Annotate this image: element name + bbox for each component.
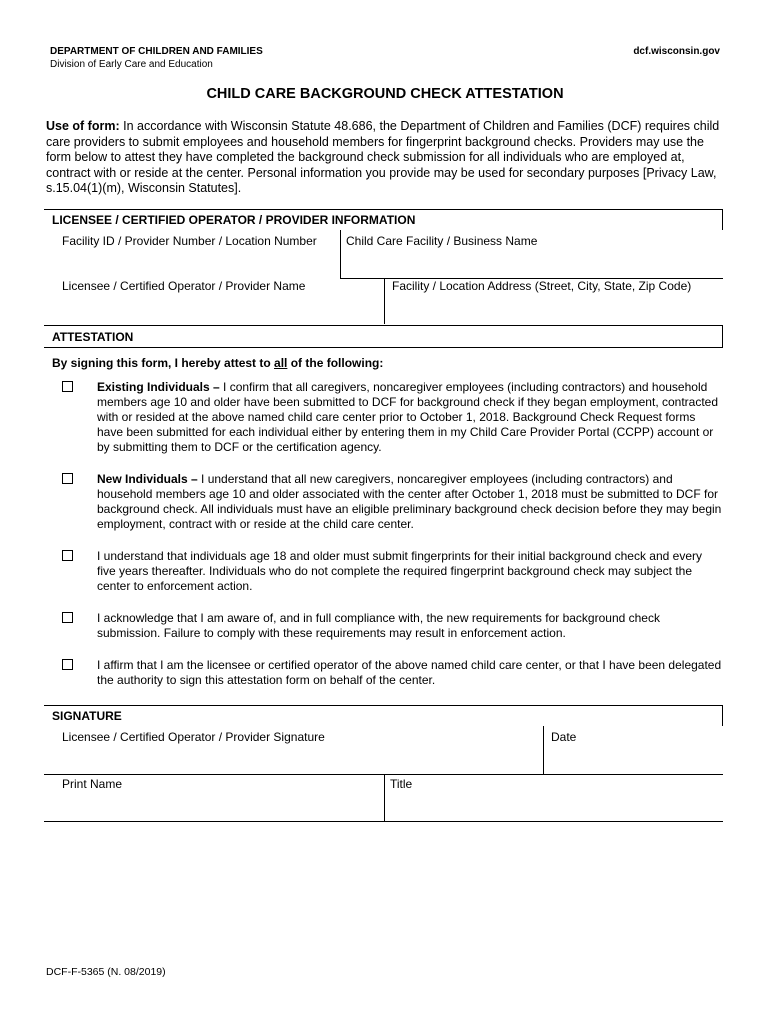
checkbox-authority[interactable] — [62, 659, 73, 670]
attestation-lead — [52, 356, 383, 370]
date-label: Date — [551, 730, 577, 744]
item-body: I understand that all new caregivers, noncaregiver employees (including contractors) and household members age 10 and older associated with the center after October 1, 2018 must be submitted to DCF for background check. All individuals must have an eligible preliminary background check decision before they may begin employment, contract with or reside at the child care center. — [97, 472, 722, 531]
department-name: DEPARTMENT OF CHILDREN AND FAMILIES — [50, 46, 263, 57]
checkbox-existing-individuals[interactable] — [62, 381, 73, 392]
section-bottom-border — [44, 821, 723, 822]
checkbox-new-individuals[interactable] — [62, 473, 73, 484]
use-of-form-text: In accordance with Wisconsin Statute 48.686, the Department of Children and Families (DCF) requires child care providers to submit employees and household members for fingerprint background checks. Providers may use the form below to attest they have completed the background check submission for all individuals who are employed at, contract with or reside at the center. Personal information you provide may be used for secondary purposes [Privacy Law, s.15.04(1)(m), Wisconsin Statutes]. — [46, 119, 720, 195]
checkbox-compliance[interactable] — [62, 612, 73, 623]
facility-address-label: Facility / Location Address (Street, City, State, Zip Code) — [392, 279, 692, 293]
attestation-lead-end: of the following: — [287, 356, 384, 370]
use-of-form-paragraph — [46, 119, 726, 197]
facility-id-label: Facility ID / Provider Number / Location Number — [62, 234, 317, 248]
signature-field[interactable] — [44, 726, 543, 774]
attestation-item-text — [97, 472, 722, 532]
attestation-item-text — [97, 611, 722, 641]
item-body: I affirm that I am the licensee or certified operator of the above named child care center, or that I have been delegated the authority to sign this attestation form on behalf of the center. — [97, 658, 722, 687]
item-body: I acknowledge that I am aware of, and in full compliance with, the new requirements for background check submission. Failure to comply with these requirements may result in enforcement action. — [97, 611, 660, 640]
form-number: DCF-F-5365 (N. 08/2019) — [46, 966, 166, 978]
item-bold-label: Existing Individuals – — [97, 380, 220, 394]
provider-info-section — [44, 209, 723, 325]
attestation-lead-emphasis: all — [274, 356, 288, 370]
print-name-label: Print Name — [62, 777, 123, 791]
attestation-item-new — [62, 472, 722, 536]
licensee-name-label: Licensee / Certified Operator / Provider Name — [62, 279, 306, 293]
date-field[interactable] — [543, 726, 723, 774]
attestation-section — [44, 325, 723, 349]
attestation-item-text — [97, 380, 722, 455]
licensee-name-field[interactable] — [44, 275, 384, 323]
provider-info-heading: LICENSEE / CERTIFIED OPERATOR / PROVIDER INFORMATION — [44, 209, 723, 230]
signature-heading: SIGNATURE — [44, 705, 723, 726]
form-title: CHILD CARE BACKGROUND CHECK ATTESTATION — [206, 86, 564, 102]
attestation-item-compliance — [62, 611, 722, 643]
attestation-item-text — [97, 549, 722, 594]
print-name-field[interactable] — [44, 773, 384, 821]
item-bold-label: New Individuals – — [97, 472, 198, 486]
signature-label: Licensee / Certified Operator / Provider Signature — [62, 730, 325, 744]
use-of-form-label: Use of form: — [46, 119, 120, 133]
facility-id-field[interactable] — [44, 230, 340, 278]
attestation-item-fingerprints — [62, 549, 722, 597]
division-name: Division of Early Care and Education — [50, 59, 213, 70]
facility-name-label: Child Care Facility / Business Name — [346, 234, 538, 248]
facility-name-field[interactable] — [340, 230, 723, 278]
attestation-item-authority — [62, 658, 722, 690]
facility-address-field[interactable] — [384, 275, 723, 323]
item-body: I confirm that all caregivers, noncaregiver employees (including contractors) and household members age 10 and older have been submitted to DCF for background check if they began employment, contracted with or resided at the above named child care center prior to October 1, 2018. Background Check Request forms have been submitted for each individual either by entering them in my Child Care Provider Portal (CCPP) account or by submitting them to DCF or the certification agency. — [97, 380, 719, 454]
title-label: Title — [390, 777, 413, 791]
attestation-item-existing — [62, 380, 722, 460]
title-field[interactable] — [384, 773, 723, 821]
signature-section — [44, 705, 723, 822]
website-url: dcf.wisconsin.gov — [633, 46, 720, 57]
attestation-heading: ATTESTATION — [44, 325, 723, 348]
attestation-item-text — [97, 658, 722, 688]
checkbox-fingerprints[interactable] — [62, 550, 73, 561]
attestation-lead-start: By signing this form, I hereby attest to — [52, 356, 275, 370]
item-body: I understand that individuals age 18 and older must submit fingerprints for their initial background check and every five years thereafter. Individuals who do not complete the required fingerprint background check may subject the center to enforcement action. — [97, 549, 703, 593]
